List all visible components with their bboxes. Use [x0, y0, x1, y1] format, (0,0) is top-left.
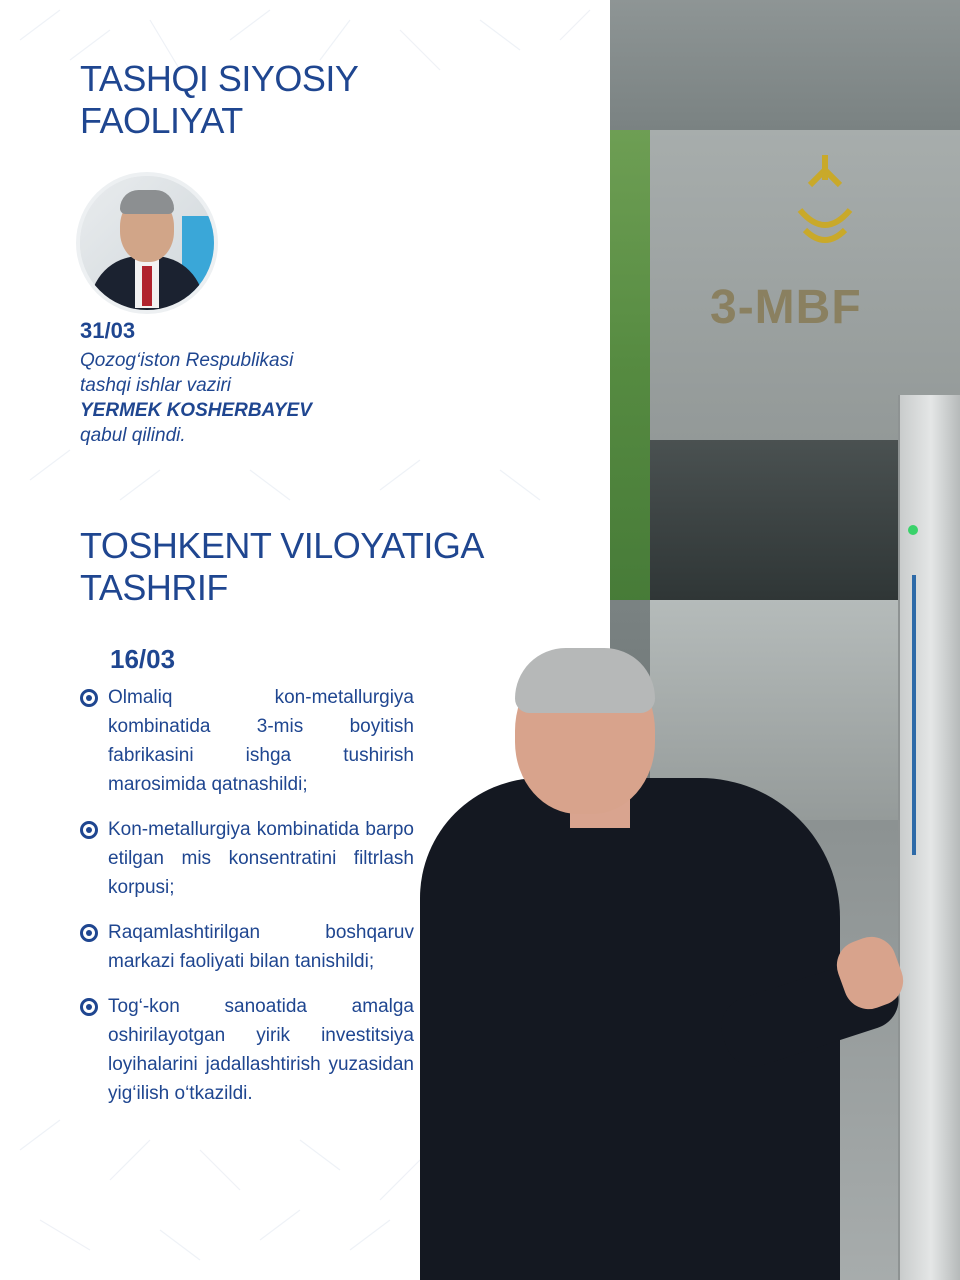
minister-portrait [80, 176, 214, 310]
date-meeting: 31/03 [80, 318, 136, 343]
title-line: TASHQI SIYOSIY [80, 58, 359, 99]
photo-green-strip [610, 130, 650, 600]
cabinet-blue-strip [912, 575, 916, 855]
plant-label: 3-MBF [710, 281, 862, 334]
list-item [80, 918, 414, 976]
control-cabinet [898, 395, 960, 1280]
list-item-text: Tog‘-kon sanoatida amalga oshirilayotgan yirik investitsiya loyihalarini jadallashtirish yuzasidan yig‘ilish o‘tkazildi. [108, 996, 414, 1104]
visit-activities-list [80, 683, 414, 1124]
bullet-icon [80, 689, 98, 707]
list-item-text: Olmaliq kon-metallurgiya kombinatida 3-mis boyitish fabrikasini ishga tushirish marosimida qatnashildi; [108, 687, 414, 795]
plant-logo-icon [790, 150, 860, 265]
title-line: TASHRIF [80, 567, 228, 608]
section-title-foreign-policy [80, 58, 358, 142]
photo-ceiling [610, 0, 960, 130]
list-item [80, 683, 414, 799]
title-line: TOSHKENT VILOYATIGA [80, 525, 484, 566]
person-hair [515, 648, 655, 713]
list-item [80, 992, 414, 1108]
bullet-icon [80, 821, 98, 839]
list-item-text: Kon-metallurgiya kombinatida barpo etilgan mis konsentratini filtrlash korpusi; [108, 819, 414, 898]
list-item [80, 815, 414, 902]
date-visit: 16/03 [110, 644, 176, 674]
bullet-icon [80, 924, 98, 942]
green-led-icon [908, 525, 918, 535]
list-item-text: Raqamlashtirilgan boshqaruv markazi faoliyati bilan tanishildi; [108, 922, 414, 972]
reception-line: qabul qilindi. [80, 425, 186, 446]
person-figure [420, 648, 900, 1280]
section-title-visit [80, 525, 484, 609]
reception-text [80, 348, 312, 448]
minister-name: YERMEK KOSHERBAYEV [80, 400, 312, 421]
bullet-icon [80, 998, 98, 1016]
plant-sign-panel [650, 130, 960, 440]
title-line: FAOLIYAT [80, 100, 243, 141]
reception-line: Qozog‘iston Respublikasi [80, 350, 294, 371]
reception-line: tashqi ishlar vaziri [80, 375, 231, 396]
